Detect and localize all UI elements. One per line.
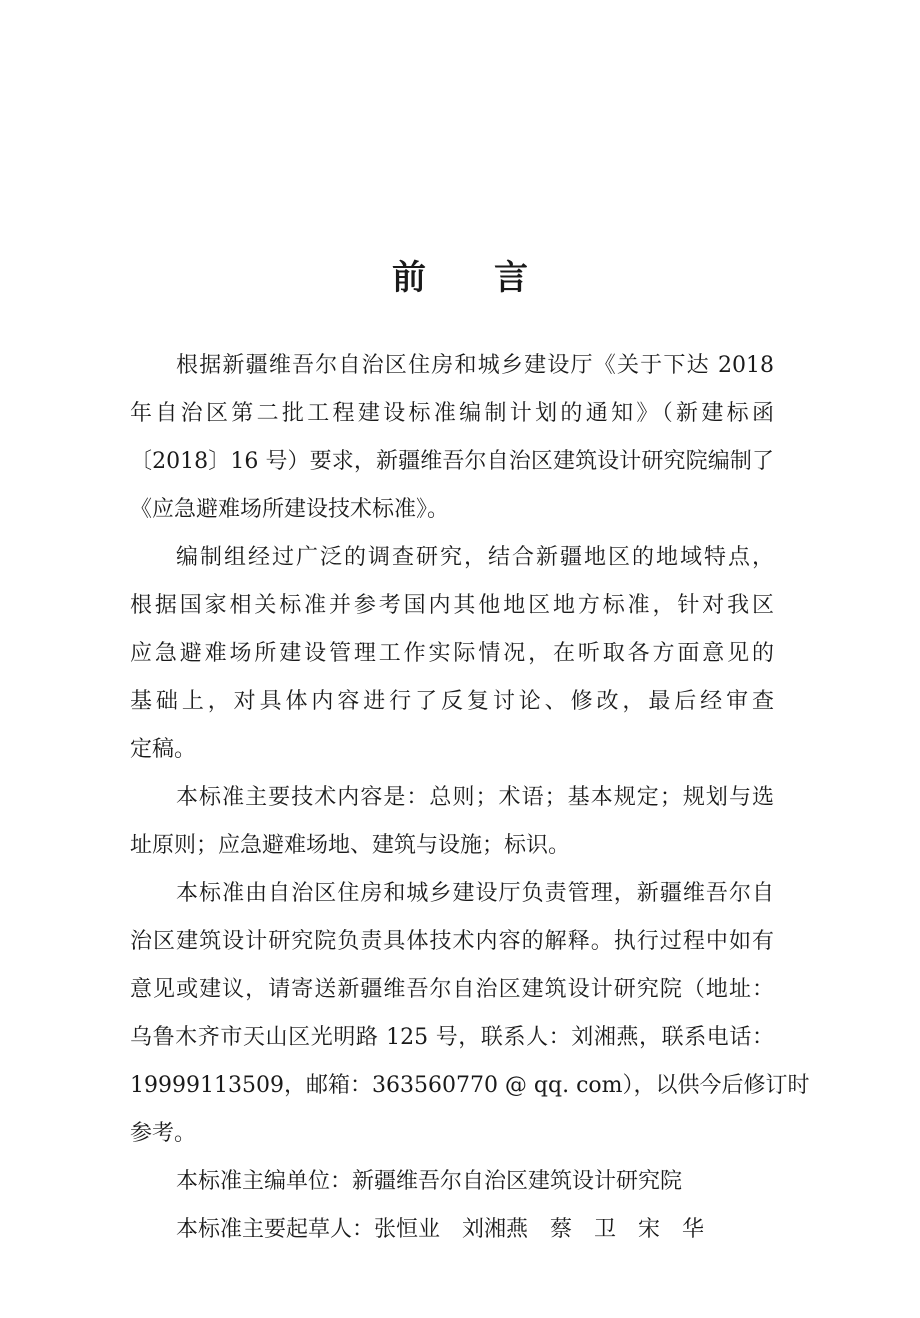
main-drafters: 本标准主要起草人：张恒业 刘湘燕 蔡 卫 宋 华 <box>176 1217 705 1242</box>
paragraph-3-line-1: 本标准主要技术内容是：总则；术语；基本规定；规划与选 <box>176 785 774 810</box>
paragraph-4-line-2: 治区建筑设计研究院负责具体技术内容的解释。执行过程中如有 <box>130 929 774 954</box>
paragraph-2-line-5: 定稿。 <box>130 737 197 762</box>
paragraph-1-line-3: 〔2018〕16 号）要求，新疆维吾尔自治区建筑设计研究院编制了 <box>130 449 774 474</box>
paragraph-2-line-2: 根据国家相关标准并参考国内其他地区地方标准，针对我区 <box>130 593 774 618</box>
paragraph-3-line-2: 址原则；应急避难场地、建筑与设施；标识。 <box>130 833 571 858</box>
paragraph-1-line-4: 《应急避难场所建设技术标准》。 <box>130 497 450 522</box>
paragraph-2-line-3: 应急避难场所建设管理工作实际情况，在听取各方面意见的 <box>130 641 774 666</box>
title-char-1: 前 <box>392 258 426 298</box>
paragraph-4-line-1: 本标准由自治区住房和城乡建设厅负责管理，新疆维吾尔自 <box>176 881 774 906</box>
paragraph-4-line-3: 意见或建议，请寄送新疆维吾尔自治区建筑设计研究院（地址： <box>130 977 774 1002</box>
paragraph-1-line-1: 根据新疆维吾尔自治区住房和城乡建设厅《关于下达 2018 <box>176 353 774 378</box>
paragraph-4-line-4: 乌鲁木齐市天山区光明路 125 号，联系人：刘湘燕，联系电话： <box>130 1025 774 1050</box>
page-title <box>0 252 920 304</box>
paragraph-2-line-1: 编制组经过广泛的调查研究，结合新疆地区的地域特点， <box>176 545 774 570</box>
paragraph-2-line-4: 基础上，对具体内容进行了反复讨论、修改，最后经审查 <box>130 689 774 714</box>
paragraph-1-line-2: 年自治区第二批工程建设标准编制计划的通知》（新建标函 <box>130 401 774 426</box>
chief-editor-unit: 本标准主编单位：新疆维吾尔自治区建筑设计研究院 <box>176 1169 683 1194</box>
title-char-2: 言 <box>494 258 528 298</box>
paragraph-4-line-6: 参考。 <box>130 1121 197 1146</box>
paragraph-4-line-5: 19999113509，邮箱：363560770 @ qq. com），以供今后修订时 <box>130 1073 810 1098</box>
